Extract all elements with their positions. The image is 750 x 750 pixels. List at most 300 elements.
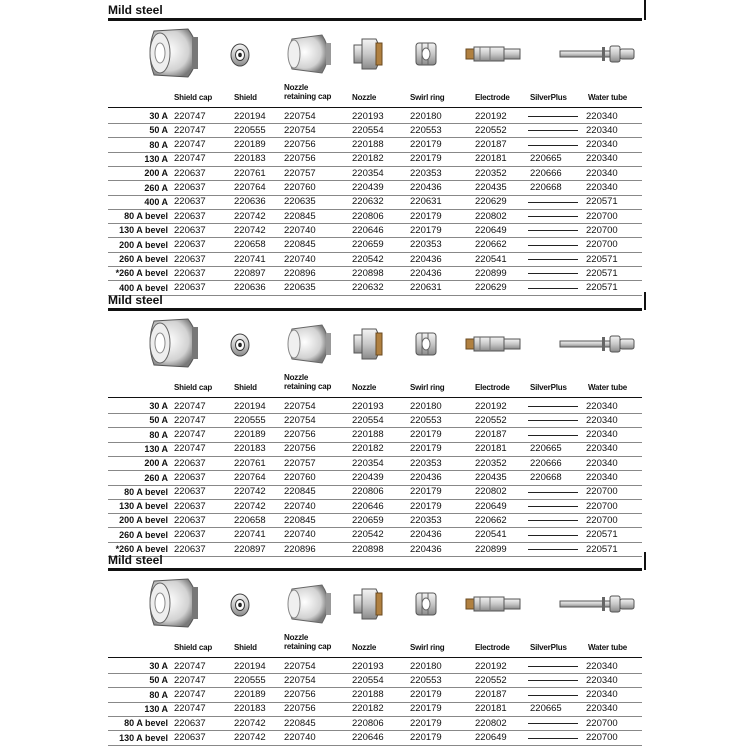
cell-retaining-cap: 220754	[284, 124, 316, 136]
empty-cell-dash	[528, 506, 578, 507]
row-label: 80 A	[149, 689, 168, 700]
mild-steel-section	[0, 3, 750, 299]
cell-retaining-cap: 220756	[284, 139, 316, 151]
mild-steel-section	[0, 553, 750, 749]
cell-electrode: 220899	[475, 543, 507, 555]
table-row	[108, 471, 642, 486]
cell-shield-cap: 220637	[174, 717, 206, 729]
cell-silverplus: 220665	[530, 443, 562, 455]
section-title: Mild steel	[108, 293, 163, 307]
swirl-ring-icon	[416, 593, 436, 615]
cell-swirl-ring: 220436	[410, 472, 442, 483]
column-header-water-tube: Water tube	[588, 643, 628, 652]
cell-retaining-cap: 220760	[284, 472, 316, 483]
table-row	[108, 673, 642, 688]
column-header-silverplus: SilverPlus	[530, 93, 567, 102]
cell-nozzle: 220193	[352, 660, 384, 672]
table-row	[108, 442, 642, 457]
table-row	[108, 413, 642, 428]
cell-shield: 220742	[234, 210, 266, 222]
row-label: 80 A bevel	[124, 486, 168, 497]
cell-shield-cap: 220637	[174, 457, 206, 469]
cell-shield-cap: 220637	[174, 239, 206, 251]
cell-water-tube: 220340	[586, 443, 618, 455]
cell-swirl-ring: 220553	[410, 414, 442, 426]
cell-electrode: 220435	[475, 472, 507, 483]
cell-retaining-cap: 220756	[284, 429, 316, 441]
cell-retaining-cap: 220756	[284, 703, 316, 715]
cell-retaining-cap: 220760	[284, 182, 316, 193]
empty-cell-dash	[528, 216, 578, 217]
cell-retaining-cap: 220845	[284, 210, 316, 222]
cell-swirl-ring: 220553	[410, 674, 442, 686]
cell-retaining-cap: 220740	[284, 224, 316, 236]
cell-shield-cap: 220637	[174, 732, 206, 743]
cell-retaining-cap: 220754	[284, 110, 316, 122]
cell-nozzle: 220354	[352, 457, 384, 469]
cell-electrode: 220662	[475, 514, 507, 526]
column-header-water-tube: Water tube	[588, 383, 628, 392]
cell-water-tube: 220340	[586, 110, 618, 122]
electrode-icon	[466, 47, 520, 61]
cell-electrode: 220802	[475, 717, 507, 729]
cell-shield-cap: 220747	[174, 429, 206, 441]
cell-shield: 220189	[234, 139, 266, 151]
shield-cap-icon	[150, 579, 198, 627]
cell-electrode: 220352	[475, 457, 507, 469]
column-header-electrode: Electrode	[475, 93, 510, 102]
cell-shield: 220183	[234, 153, 266, 165]
cell-shield-cap: 220747	[174, 124, 206, 136]
cell-nozzle: 220182	[352, 443, 384, 455]
cell-shield: 220183	[234, 703, 266, 715]
cell-retaining-cap: 220754	[284, 400, 316, 412]
cell-nozzle: 220632	[352, 196, 384, 208]
column-header-nozzle-retaining-cap: Nozzle retaining cap	[284, 83, 332, 101]
consumable-parts-illustration	[140, 573, 640, 635]
cell-shield: 220189	[234, 689, 266, 701]
cell-shield-cap: 220747	[174, 414, 206, 426]
cell-water-tube: 220340	[586, 689, 618, 701]
cell-water-tube: 220700	[586, 486, 618, 498]
cell-shield: 220658	[234, 514, 266, 526]
empty-cell-dash	[528, 680, 578, 681]
cell-silverplus: 220666	[530, 167, 562, 179]
cell-nozzle: 220188	[352, 689, 384, 701]
cell-shield-cap: 220637	[174, 267, 206, 279]
cell-nozzle: 220182	[352, 703, 384, 715]
cell-water-tube: 220571	[586, 267, 618, 279]
cell-nozzle: 220632	[352, 282, 384, 294]
cell-water-tube: 220340	[586, 139, 618, 151]
column-header-silverplus: SilverPlus	[530, 383, 567, 392]
row-label: 50 A	[149, 415, 168, 426]
title-divider	[108, 18, 642, 21]
cell-nozzle: 220659	[352, 239, 384, 251]
empty-cell-dash	[528, 435, 578, 436]
mild-steel-section	[0, 293, 750, 560]
cell-swirl-ring: 220353	[410, 167, 442, 179]
row-label: 400 A bevel	[119, 282, 168, 293]
table-row	[108, 716, 642, 731]
nozzle-icon	[354, 589, 382, 619]
row-label: 50 A	[149, 125, 168, 136]
column-header-swirl-ring: Swirl ring	[410, 383, 445, 392]
cell-retaining-cap: 220845	[284, 514, 316, 526]
row-label: 80 A bevel	[124, 211, 168, 222]
table-row	[108, 223, 642, 238]
row-label: 130 A bevel	[119, 501, 168, 512]
cell-shield-cap: 220637	[174, 543, 206, 555]
cell-electrode: 220192	[475, 660, 507, 672]
shield-icon	[231, 594, 249, 616]
cell-electrode: 220552	[475, 674, 507, 686]
cell-retaining-cap: 220896	[284, 543, 316, 555]
table-row	[108, 528, 642, 543]
electrode-icon	[466, 597, 520, 611]
cell-shield-cap: 220637	[174, 282, 206, 294]
empty-cell-dash	[528, 520, 578, 521]
cell-nozzle: 220193	[352, 110, 384, 122]
cell-water-tube: 220340	[586, 400, 618, 412]
row-label: 80 A bevel	[124, 718, 168, 729]
cell-retaining-cap: 220756	[284, 153, 316, 165]
cell-shield: 220742	[234, 486, 266, 498]
cell-shield-cap: 220637	[174, 472, 206, 483]
cell-shield: 220761	[234, 167, 266, 179]
table-row	[108, 688, 642, 703]
cell-shield: 220636	[234, 282, 266, 294]
cell-shield: 220764	[234, 182, 266, 193]
cell-swirl-ring: 220631	[410, 196, 442, 208]
cell-water-tube: 220700	[586, 239, 618, 251]
cell-electrode: 220187	[475, 139, 507, 151]
empty-cell-dash	[528, 738, 578, 739]
cell-electrode: 220192	[475, 110, 507, 122]
cell-shield-cap: 220747	[174, 110, 206, 122]
cell-swirl-ring: 220179	[410, 139, 442, 151]
retaining-cap-icon	[288, 35, 331, 73]
cell-shield: 220194	[234, 660, 266, 672]
cell-nozzle: 220193	[352, 400, 384, 412]
table-row	[108, 659, 642, 674]
cell-swirl-ring: 220179	[410, 429, 442, 441]
row-label: 80 A	[149, 429, 168, 440]
cell-shield-cap: 220747	[174, 139, 206, 151]
row-label: 130 A bevel	[119, 225, 168, 236]
empty-cell-dash	[528, 420, 578, 421]
cell-electrode: 220181	[475, 153, 507, 165]
column-header-nozzle: Nozzle	[352, 643, 377, 652]
column-header-swirl-ring: Swirl ring	[410, 93, 445, 102]
cell-water-tube: 220700	[586, 500, 618, 512]
cell-shield-cap: 220637	[174, 514, 206, 526]
swirl-ring-icon	[416, 43, 436, 65]
cell-electrode: 220649	[475, 732, 507, 743]
cell-retaining-cap: 220740	[284, 732, 316, 743]
cell-nozzle: 220806	[352, 210, 384, 222]
cell-swirl-ring: 220179	[410, 500, 442, 512]
table-row	[108, 195, 642, 210]
cell-swirl-ring: 220179	[410, 703, 442, 715]
cell-electrode: 220662	[475, 239, 507, 251]
cell-nozzle: 220182	[352, 153, 384, 165]
water-tube-icon	[560, 596, 634, 612]
cell-shield: 220741	[234, 529, 266, 541]
cell-nozzle: 220554	[352, 414, 384, 426]
cell-electrode: 220181	[475, 443, 507, 455]
row-label: *260 A bevel	[115, 268, 168, 279]
cell-shield: 220183	[234, 443, 266, 455]
row-label: 260 A	[144, 472, 168, 483]
consumable-parts-illustration	[140, 313, 640, 375]
cell-shield-cap: 220637	[174, 529, 206, 541]
cell-shield: 220194	[234, 110, 266, 122]
cell-electrode: 220629	[475, 282, 507, 294]
cell-shield-cap: 220747	[174, 400, 206, 412]
column-header-nozzle-retaining-cap: Nozzle retaining cap	[284, 633, 332, 651]
retaining-cap-icon	[288, 585, 331, 623]
table-row	[108, 499, 642, 514]
cell-swirl-ring: 220353	[410, 457, 442, 469]
cell-retaining-cap: 220754	[284, 414, 316, 426]
column-header-swirl-ring: Swirl ring	[410, 643, 445, 652]
column-header-nozzle: Nozzle	[352, 383, 377, 392]
table-row	[108, 702, 642, 717]
cell-water-tube: 220571	[586, 529, 618, 541]
table-row	[108, 166, 642, 181]
column-header-electrode: Electrode	[475, 643, 510, 652]
cell-shield-cap: 220637	[174, 224, 206, 236]
empty-cell-dash	[528, 116, 578, 117]
cell-electrode: 220899	[475, 267, 507, 279]
cell-shield-cap: 220637	[174, 167, 206, 179]
empty-cell-dash	[528, 230, 578, 231]
cell-electrode: 220435	[475, 182, 507, 193]
title-divider	[108, 568, 642, 571]
cell-water-tube: 220340	[586, 167, 618, 179]
electrode-icon	[466, 337, 520, 351]
cell-electrode: 220541	[475, 529, 507, 541]
column-header-nozzle: Nozzle	[352, 93, 377, 102]
shield-icon	[231, 44, 249, 66]
cell-electrode: 220802	[475, 486, 507, 498]
empty-cell-dash	[528, 145, 578, 146]
column-header-shield: Shield	[234, 383, 257, 392]
cell-retaining-cap: 220740	[284, 500, 316, 512]
table-row	[108, 399, 642, 414]
cell-swirl-ring: 220179	[410, 153, 442, 165]
cell-water-tube: 220340	[586, 457, 618, 469]
cell-silverplus: 220666	[530, 457, 562, 469]
cell-shield: 220742	[234, 224, 266, 236]
cell-nozzle: 220806	[352, 486, 384, 498]
empty-cell-dash	[528, 288, 578, 289]
column-header-silverplus: SilverPlus	[530, 643, 567, 652]
cell-swirl-ring: 220436	[410, 267, 442, 279]
cell-retaining-cap: 220740	[284, 529, 316, 541]
table-row	[108, 152, 642, 167]
shield-icon	[231, 334, 249, 356]
shield-cap-icon	[150, 29, 198, 77]
row-label: 130 A	[144, 703, 168, 714]
cell-shield: 220189	[234, 429, 266, 441]
empty-cell-dash	[528, 202, 578, 203]
table-row	[108, 252, 642, 267]
edge-mark	[644, 292, 646, 310]
header-divider	[108, 657, 642, 658]
cell-water-tube: 220700	[586, 717, 618, 729]
cell-shield: 220742	[234, 717, 266, 729]
cell-water-tube: 220700	[586, 514, 618, 526]
cell-shield: 220761	[234, 457, 266, 469]
cell-electrode: 220541	[475, 253, 507, 265]
edge-mark	[644, 552, 646, 570]
water-tube-icon	[560, 46, 634, 62]
cell-shield-cap: 220637	[174, 210, 206, 222]
cell-swirl-ring: 220436	[410, 529, 442, 541]
cell-shield-cap: 220637	[174, 196, 206, 208]
row-label: 260 A bevel	[119, 254, 168, 264]
cell-nozzle: 220646	[352, 500, 384, 512]
consumable-parts-illustration	[140, 23, 640, 85]
empty-cell-dash	[528, 130, 578, 131]
cell-shield: 220897	[234, 543, 266, 555]
cell-water-tube: 220340	[586, 472, 618, 483]
cell-swirl-ring: 220179	[410, 689, 442, 701]
title-divider	[108, 308, 642, 311]
cell-water-tube: 220340	[586, 660, 618, 672]
header-divider	[108, 397, 642, 398]
cell-retaining-cap: 220757	[284, 167, 316, 179]
cell-water-tube: 220340	[586, 182, 618, 193]
cell-swirl-ring: 220180	[410, 110, 442, 122]
cell-water-tube: 220340	[586, 414, 618, 426]
cell-swirl-ring: 220353	[410, 514, 442, 526]
column-header-shield-cap: Shield cap	[174, 383, 213, 392]
table-row	[108, 181, 642, 196]
cell-retaining-cap: 220845	[284, 717, 316, 729]
cell-electrode: 220629	[475, 196, 507, 208]
cell-electrode: 220649	[475, 500, 507, 512]
cell-silverplus: 220665	[530, 153, 562, 165]
empty-cell-dash	[528, 492, 578, 493]
cell-shield-cap: 220637	[174, 253, 206, 265]
cell-nozzle: 220188	[352, 139, 384, 151]
row-label: 130 A	[144, 153, 168, 164]
cell-water-tube: 220340	[586, 674, 618, 686]
cell-nozzle: 220439	[352, 472, 384, 483]
shield-cap-icon	[150, 319, 198, 367]
cell-shield: 220555	[234, 414, 266, 426]
cell-swirl-ring: 220436	[410, 182, 442, 193]
table-row	[108, 123, 642, 138]
cell-shield-cap: 220637	[174, 182, 206, 193]
column-header-shield-cap: Shield cap	[174, 93, 213, 102]
table-row	[108, 513, 642, 528]
cell-nozzle: 220898	[352, 267, 384, 279]
row-label: 130 A bevel	[119, 732, 168, 743]
cell-electrode: 220187	[475, 429, 507, 441]
cell-swirl-ring: 220353	[410, 239, 442, 251]
cell-water-tube: 220571	[586, 543, 618, 555]
table-row	[108, 266, 642, 281]
section-title: Mild steel	[108, 553, 163, 567]
cell-swirl-ring: 220553	[410, 124, 442, 136]
cell-swirl-ring: 220179	[410, 732, 442, 743]
cell-nozzle: 220659	[352, 514, 384, 526]
empty-cell-dash	[528, 723, 578, 724]
cell-swirl-ring: 220436	[410, 253, 442, 265]
cell-retaining-cap: 220757	[284, 457, 316, 469]
nozzle-icon	[354, 39, 382, 69]
cell-retaining-cap: 220754	[284, 660, 316, 672]
table-row	[108, 138, 642, 153]
row-label: 50 A	[149, 675, 168, 686]
cell-electrode: 220649	[475, 224, 507, 236]
cell-shield: 220741	[234, 253, 266, 265]
cell-water-tube: 220700	[586, 732, 618, 743]
row-label: 260 A	[144, 182, 168, 193]
cell-shield-cap: 220637	[174, 486, 206, 498]
row-label: *260 A bevel	[115, 544, 168, 554]
column-header-water-tube: Water tube	[588, 93, 628, 102]
parts-row	[140, 573, 640, 635]
column-header-electrode: Electrode	[475, 383, 510, 392]
cell-nozzle: 220542	[352, 529, 384, 541]
row-label: 200 A	[144, 168, 168, 179]
table-row	[108, 456, 642, 471]
section-title: Mild steel	[108, 3, 163, 17]
cell-water-tube: 220340	[586, 429, 618, 441]
cell-swirl-ring: 220180	[410, 400, 442, 412]
cell-retaining-cap: 220756	[284, 689, 316, 701]
cell-electrode: 220181	[475, 703, 507, 715]
cell-nozzle: 220806	[352, 717, 384, 729]
cell-nozzle: 220439	[352, 182, 384, 193]
water-tube-icon	[560, 336, 634, 352]
cell-nozzle: 220646	[352, 732, 384, 743]
row-label: 200 A bevel	[119, 239, 168, 250]
empty-cell-dash	[528, 245, 578, 246]
cell-swirl-ring: 220179	[410, 443, 442, 455]
cell-water-tube: 220571	[586, 196, 618, 208]
nozzle-icon	[354, 329, 382, 359]
cell-water-tube: 220340	[586, 703, 618, 715]
table-row	[108, 485, 642, 500]
cell-shield: 220742	[234, 732, 266, 743]
cell-shield: 220897	[234, 267, 266, 279]
column-header-shield: Shield	[234, 643, 257, 652]
cell-shield-cap: 220747	[174, 153, 206, 165]
cell-electrode: 220187	[475, 689, 507, 701]
cell-shield-cap: 220747	[174, 660, 206, 672]
row-label: 400 A	[144, 196, 168, 207]
table-row	[108, 731, 642, 746]
cell-water-tube: 220571	[586, 253, 618, 265]
cell-shield: 220194	[234, 400, 266, 412]
cell-electrode: 220552	[475, 414, 507, 426]
table-row	[108, 238, 642, 253]
row-label: 30 A	[149, 401, 168, 411]
row-label: 260 A bevel	[119, 529, 168, 540]
empty-cell-dash	[528, 273, 578, 274]
empty-cell-dash	[528, 549, 578, 550]
parts-row	[140, 313, 640, 375]
empty-cell-dash	[528, 666, 578, 667]
cell-silverplus: 220668	[530, 182, 562, 193]
cell-shield: 220555	[234, 124, 266, 136]
